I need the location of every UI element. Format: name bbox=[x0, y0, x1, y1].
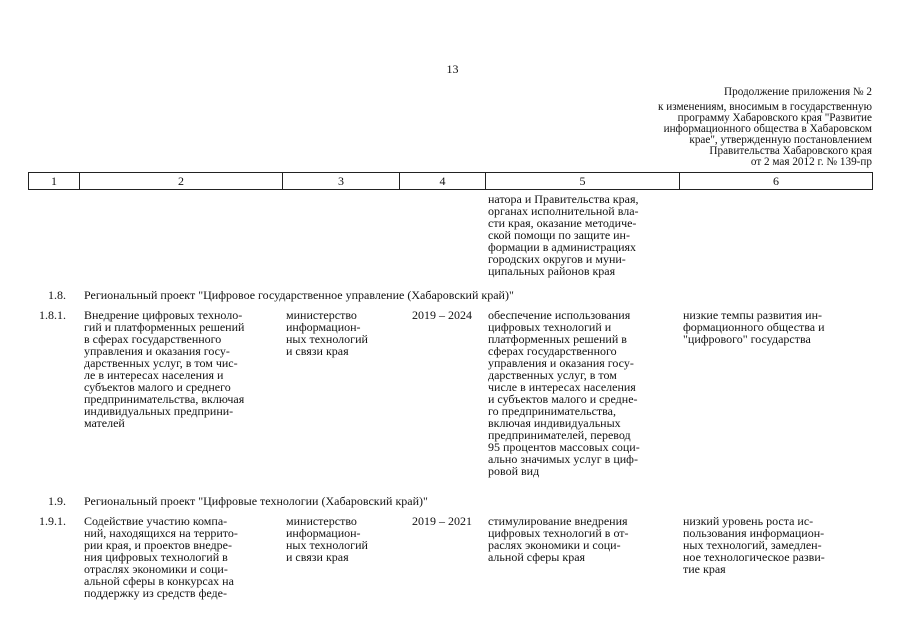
cell-line: предпринимательства, включая bbox=[84, 392, 245, 406]
cell-line: числе в интересах населения bbox=[488, 380, 636, 394]
cell-line: ально значимых услуг в циф- bbox=[488, 452, 638, 466]
cell-line: сти края, оказание методиче- bbox=[488, 216, 637, 230]
appendix-line: крае", утвержденную постановлением bbox=[689, 134, 872, 146]
table-header-cell: 3 bbox=[283, 173, 400, 189]
appendix-title: Продолжение приложения № 2 bbox=[724, 86, 872, 98]
cell-line: пользования информацион- bbox=[683, 526, 825, 540]
cell-line: дарственных услуг, в том чис- bbox=[84, 356, 238, 370]
cell-line: субъектов малого и среднего bbox=[84, 380, 231, 394]
section-title: Региональный проект "Цифровое государственное управление (Хабаровский край)" bbox=[84, 288, 514, 302]
row-result-cell bbox=[488, 309, 640, 477]
cell-line: обеспечение использования bbox=[488, 308, 631, 322]
cell-line: управления и оказания госу- bbox=[488, 356, 634, 370]
cell-line: ния цифровых технологий в bbox=[84, 550, 228, 564]
cell-line: "цифрового" государства bbox=[683, 332, 811, 346]
cell-line: ципальных районов края bbox=[488, 264, 616, 278]
page-number: 13 bbox=[446, 62, 459, 76]
row-number: 1.9.1. bbox=[39, 514, 66, 528]
cell-line: включая индивидуальных bbox=[488, 416, 621, 430]
section-number: 1.8. bbox=[48, 288, 66, 302]
appendix-line: программу Хабаровского края "Развитие bbox=[677, 112, 872, 124]
cell-line: информацион- bbox=[286, 526, 361, 540]
cell-line: предпринимателей, перевод bbox=[488, 428, 631, 442]
appendix-line: информационного общества в Хабаровском bbox=[663, 123, 872, 135]
cell-line: альной сферы края bbox=[488, 550, 586, 564]
cell-line: ровой вид bbox=[488, 464, 540, 478]
cell-line: 95 процентов массовых соци- bbox=[488, 440, 640, 454]
cell-line: ний, находящихся на террито- bbox=[84, 526, 238, 540]
table-header-cell: 5 bbox=[486, 173, 680, 189]
cell-line: ное технологическое разви- bbox=[683, 550, 825, 564]
cell-line: ных технологий, замедлен- bbox=[683, 538, 822, 552]
table-header-cell: 6 bbox=[773, 174, 779, 188]
continuation-cell bbox=[488, 193, 639, 277]
cell-line: дарственных услуг, в том bbox=[488, 368, 617, 382]
cell-line: го предпринимательства, bbox=[488, 404, 616, 418]
cell-line: раслях экономики и соци- bbox=[488, 538, 621, 552]
cell-line: низкий уровень роста ис- bbox=[683, 514, 814, 528]
cell-line: ле в интересах населения и bbox=[84, 368, 224, 382]
cell-line: альной сферы в конкурсах на bbox=[84, 574, 234, 588]
appendix-header bbox=[658, 87, 872, 168]
cell-line: информацион- bbox=[286, 320, 361, 334]
cell-line: отраслях экономики и соци- bbox=[84, 562, 228, 576]
cell-line: формации в администрациях bbox=[488, 240, 637, 254]
row-result-cell bbox=[488, 515, 629, 563]
cell-line: платформенных решений в bbox=[488, 332, 627, 346]
table-header-cell: 4 bbox=[400, 173, 486, 189]
section-title: Региональный проект "Цифровые технологии (Хабаровский край)" bbox=[84, 494, 428, 508]
row-period-cell: 2019 – 2024 bbox=[412, 308, 472, 322]
row-risk-cell bbox=[683, 309, 825, 345]
cell-line: органах исполнительной вла- bbox=[488, 204, 639, 218]
row-executor-cell bbox=[286, 309, 368, 357]
cell-line: управления и оказания госу- bbox=[84, 344, 230, 358]
row-executor-cell bbox=[286, 515, 368, 563]
row-measure-cell bbox=[84, 515, 238, 599]
cell-line: формационного общества и bbox=[683, 320, 825, 334]
cell-line: ской помощи по защите ин- bbox=[488, 228, 630, 242]
appendix-line: к изменениям, вносимым в государственную bbox=[657, 101, 872, 113]
cell-line: в сферах государственного bbox=[84, 332, 222, 346]
cell-line: цифровых технологий в от- bbox=[488, 526, 629, 540]
cell-line: министерство bbox=[286, 308, 357, 322]
cell-line: стимулирование внедрения bbox=[488, 514, 628, 528]
cell-line: поддержку из средств феде- bbox=[84, 586, 227, 600]
table-header-row bbox=[28, 172, 873, 190]
cell-line: цифровых технологий и bbox=[488, 320, 612, 334]
cell-line: Содействие участию компа- bbox=[84, 514, 228, 528]
cell-line: индивидуальных предприни- bbox=[84, 404, 234, 418]
cell-line: министерство bbox=[286, 514, 357, 528]
cell-line: и связи края bbox=[286, 550, 349, 564]
cell-line: сферах государственного bbox=[488, 344, 617, 358]
cell-line: городских округов и муни- bbox=[488, 252, 626, 266]
appendix-line: от 2 мая 2012 г. № 139-пр bbox=[750, 156, 872, 168]
row-risk-cell bbox=[683, 515, 825, 575]
section-number: 1.9. bbox=[48, 494, 66, 508]
cell-line: и субъектов малого и средне- bbox=[488, 392, 638, 406]
cell-line: и связи края bbox=[286, 344, 349, 358]
cell-line: тие края bbox=[683, 562, 726, 576]
row-measure-cell bbox=[84, 309, 244, 429]
row-number: 1.8.1. bbox=[39, 308, 66, 322]
cell-line: гий и платформенных решений bbox=[84, 320, 245, 334]
cell-line: ных технологий bbox=[286, 332, 368, 346]
cell-line: рии края, и проектов внедре- bbox=[84, 538, 232, 552]
appendix-line: Правительства Хабаровского края bbox=[709, 145, 872, 157]
row-period-cell: 2019 – 2021 bbox=[412, 514, 472, 528]
cell-line: мателей bbox=[84, 416, 125, 430]
table-header-cell: 2 bbox=[80, 173, 283, 189]
cell-line: Внедрение цифровых техноло- bbox=[84, 308, 243, 322]
cell-line: натора и Правительства края, bbox=[488, 192, 639, 206]
cell-line: низкие темпы развития ин- bbox=[683, 308, 822, 322]
table-header-cell: 1 bbox=[29, 173, 80, 189]
cell-line: ных технологий bbox=[286, 538, 368, 552]
